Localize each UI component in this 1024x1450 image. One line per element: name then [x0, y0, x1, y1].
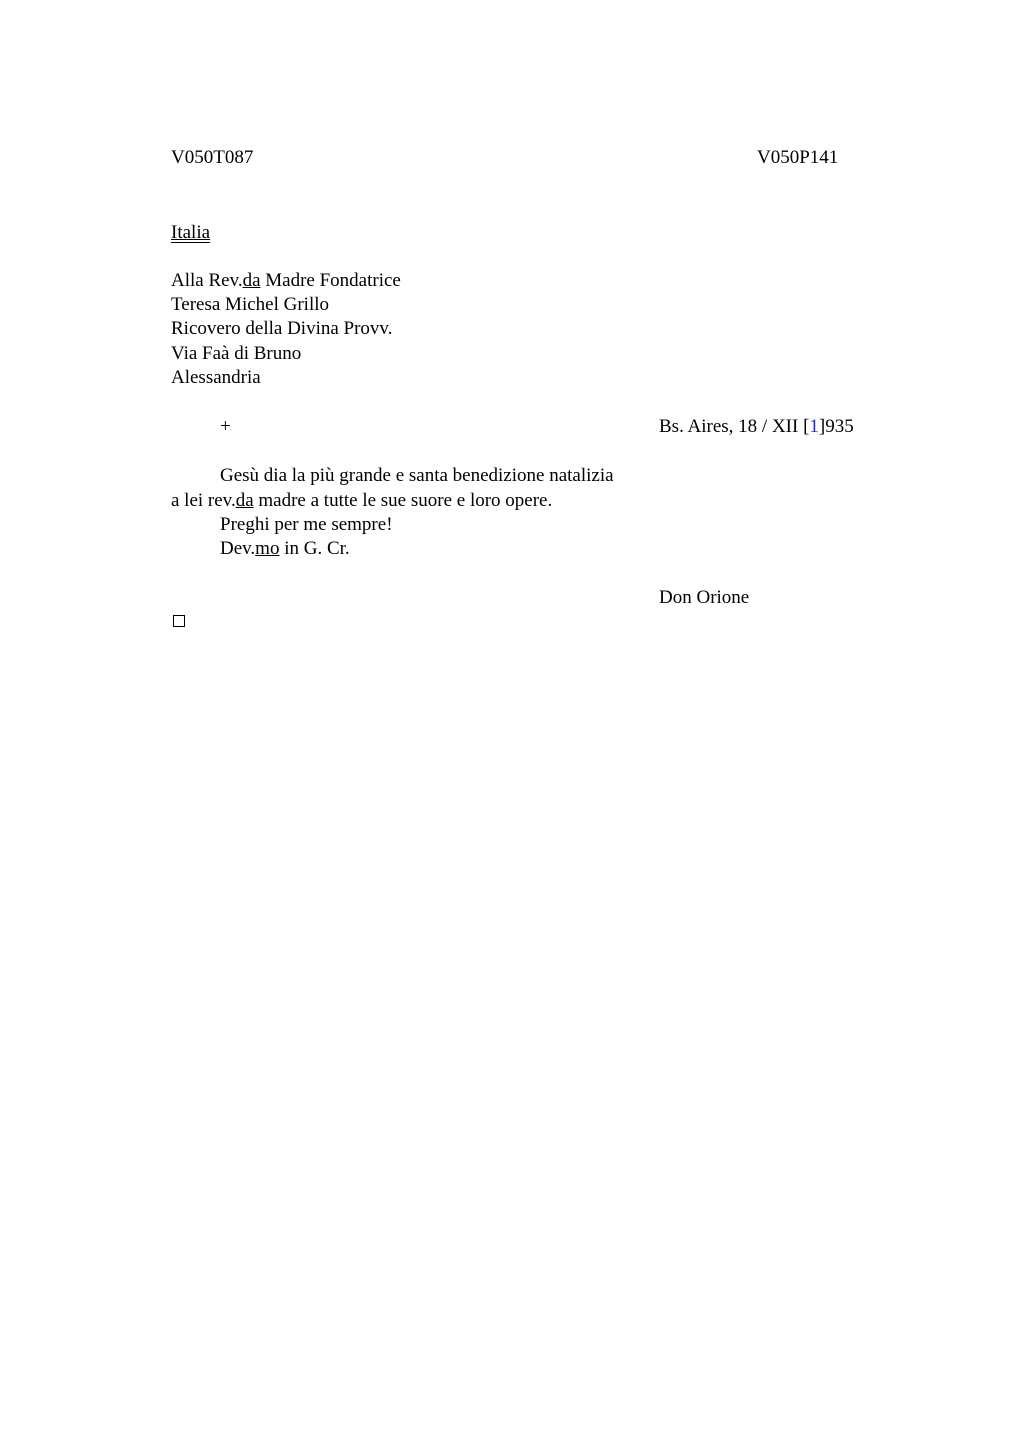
document-code-right: V050P141 — [757, 147, 839, 168]
dateline-suffix: ]935 — [818, 416, 854, 437]
body-line-2-prefix: a lei rev. — [171, 490, 236, 511]
address-line-5: Alessandria — [171, 367, 261, 388]
body-line-2 — [171, 489, 552, 513]
signature: Don Orione — [659, 587, 750, 608]
address-line-4: Via Faà di Bruno — [171, 343, 302, 364]
body-line-2-suffix: madre a tutte le sue suore e loro opere. — [253, 490, 553, 511]
body-line-1: Gesù dia la più grande e santa benedizione natalizia — [220, 465, 614, 486]
body-line-4-abbr: mo — [255, 538, 280, 559]
body-line-4-suffix: in G. Cr. — [279, 538, 350, 559]
body-line-2-abbr: da — [235, 490, 254, 511]
body-line-3: Preghi per me sempre! — [220, 514, 393, 535]
document-code-left: V050T087 — [171, 147, 254, 168]
end-marker-square-icon — [173, 615, 185, 627]
address-line-2: Teresa Michel Grillo — [171, 294, 330, 315]
dateline — [659, 415, 854, 439]
address-line-3: Ricovero della Divina Provv. — [171, 318, 393, 339]
dateline-digit: 1 — [809, 416, 819, 437]
cross-symbol: + — [220, 416, 231, 437]
address-line-1-abbr: da — [242, 270, 261, 291]
body-line-4 — [220, 537, 350, 561]
address-line-1 — [171, 269, 401, 293]
address-line-1-prefix: Alla Rev. — [171, 270, 243, 291]
dateline-prefix: Bs. Aires, 18 / XII [ — [659, 416, 810, 437]
body-line-4-prefix: Dev. — [220, 538, 256, 559]
address-line-1-suffix: Madre Fondatrice — [260, 270, 401, 291]
country-heading: Italia — [171, 222, 211, 243]
